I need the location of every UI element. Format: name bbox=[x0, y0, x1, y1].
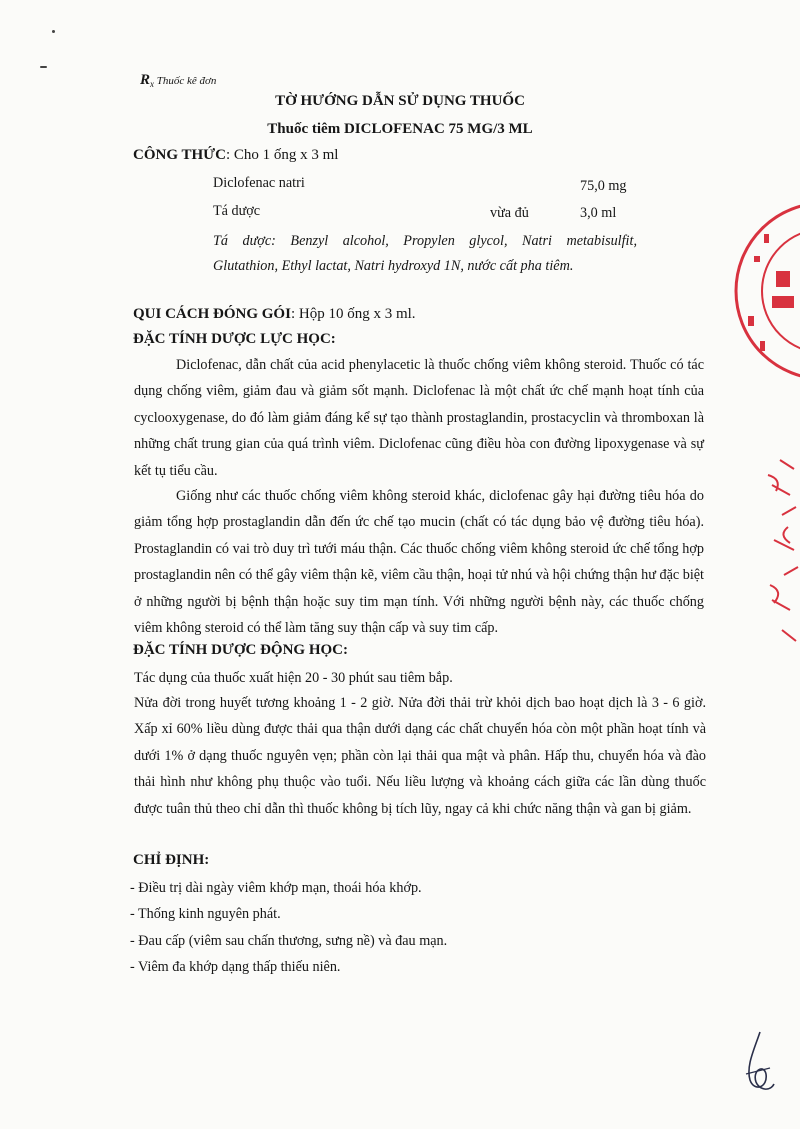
indication-item: - Điều trị dài ngày viêm khớp mạn, thoái hóa khớp. bbox=[130, 880, 422, 896]
formula-row1-amount: 75,0 mg bbox=[580, 178, 627, 194]
formula-row1-name: Diclofenac natri bbox=[213, 175, 305, 191]
indication-item: - Thống kinh nguyên phát. bbox=[130, 906, 281, 922]
formula-row2-amount: 3,0 ml bbox=[580, 205, 617, 221]
packaging-heading: QUI CÁCH ĐÓNG GÓI: Hộp 10 ống x 3 ml. bbox=[133, 306, 416, 322]
document-title: TỜ HƯỚNG DẪN SỬ DỤNG THUỐC bbox=[275, 93, 525, 109]
rx-label: $R_x$ Thuốc kê đơn bbox=[140, 72, 217, 90]
indications-heading: CHỈ ĐỊNH: bbox=[133, 852, 210, 868]
formula-row2-qs: vừa đủ bbox=[490, 205, 529, 221]
stamp-fragment-icon bbox=[760, 455, 800, 655]
pharmacodynamics-paragraph-2: Giống như các thuốc chống viêm không steroid khác, diclofenac gây hại đường tiêu hóa do giảm tổng hợp prostaglandin dẫn đến ức chế tạo mucin (chất có tác dụng bảo vệ đường tiêu hóa). Prostaglandin có vai trò duy trì tưới máu thận. Các thuốc chống viêm không steroid ức chế tổng hợp prostaglandin nên có thể gây viêm thận kẽ, viêm cầu thận, hoại tử nhú và hội chứng thận hư đặc biệt ở những người bị bệnh thận hoặc suy tim mạn tính. Với những người bệnh này, các thuốc chống viêm không steroid có thể làm tăng suy thận cấp và suy tim cấp. bbox=[134, 488, 704, 637]
formula-row2-name: Tá dược bbox=[213, 203, 261, 219]
excipients-line-2: Glutathion, Ethyl lactat, Natri hydroxyd 1N, nước cất pha tiêm. bbox=[213, 258, 574, 274]
excipients-line-1: Tá dược: Benzyl alcohol, Propylen glycol, Natri metabisulfit, bbox=[213, 233, 637, 249]
pharmacodynamics-heading: ĐẶC TÍNH DƯỢC LỰC HỌC: bbox=[133, 331, 336, 347]
formula-heading: CÔNG THỨC: Cho 1 ống x 3 ml bbox=[133, 147, 339, 163]
document-subtitle: Thuốc tiêm DICLOFENAC 75 MG/3 ML bbox=[267, 121, 533, 137]
indication-item: - Đau cấp (viêm sau chấn thương, sưng nề) và đau mạn. bbox=[130, 933, 448, 949]
indication-item: - Viêm đa khớp dạng thấp thiếu niên. bbox=[130, 959, 341, 975]
scan-speck bbox=[52, 30, 55, 33]
stamp-seal-icon bbox=[724, 196, 800, 386]
pharmacokinetics-heading: ĐẶC TÍNH DƯỢC ĐỘNG HỌC: bbox=[133, 642, 349, 658]
scan-speck bbox=[40, 66, 47, 68]
pharmacokinetics-paragraph: Nửa đời trong huyết tương khoảng 1 - 2 giờ. Nửa đời thải trừ khỏi dịch bao hoạt dịch là 3 - 6 giờ. Xấp xỉ 60% liều dùng được thải qua thận dưới dạng các chất chuyển hóa còn một phần hoạt tính và dưới 1% ở dạng thuốc nguyên vẹn; phần còn lại thải qua mật và phân. Hấp thu, chuyển hóa và đào thải hình như không phụ thuộc vào tuổi. Nếu liều lượng và khoảng cách giữa các lần dùng thuốc được tuân thủ theo chỉ dẫn thì thuốc không bị tích lũy, ngay cả khi chức năng thận và gan bị giảm. bbox=[134, 695, 706, 817]
pharmacokinetics-onset: Tác dụng của thuốc xuất hiện 20 - 30 phút sau tiêm bắp. bbox=[134, 670, 453, 686]
signature-icon bbox=[740, 1030, 780, 1096]
pharmacodynamics-paragraph-1: Diclofenac, dẫn chất của acid phenylacetic là thuốc chống viêm không steroid. Thuốc có tác dụng chống viêm, giảm đau và giảm sốt mạnh. Diclofenac là một chất ức chế mạnh hoạt tính của cyclooxygenase, do đó làm giảm đáng kể sự tạo thành prostaglandin, prostacyclin và thromboxan là những chất trung gian của quá trình viêm. Diclofenac cũng điều hòa con đường lipoxygenase và sự kết tụ tiểu cầu. bbox=[134, 357, 704, 479]
